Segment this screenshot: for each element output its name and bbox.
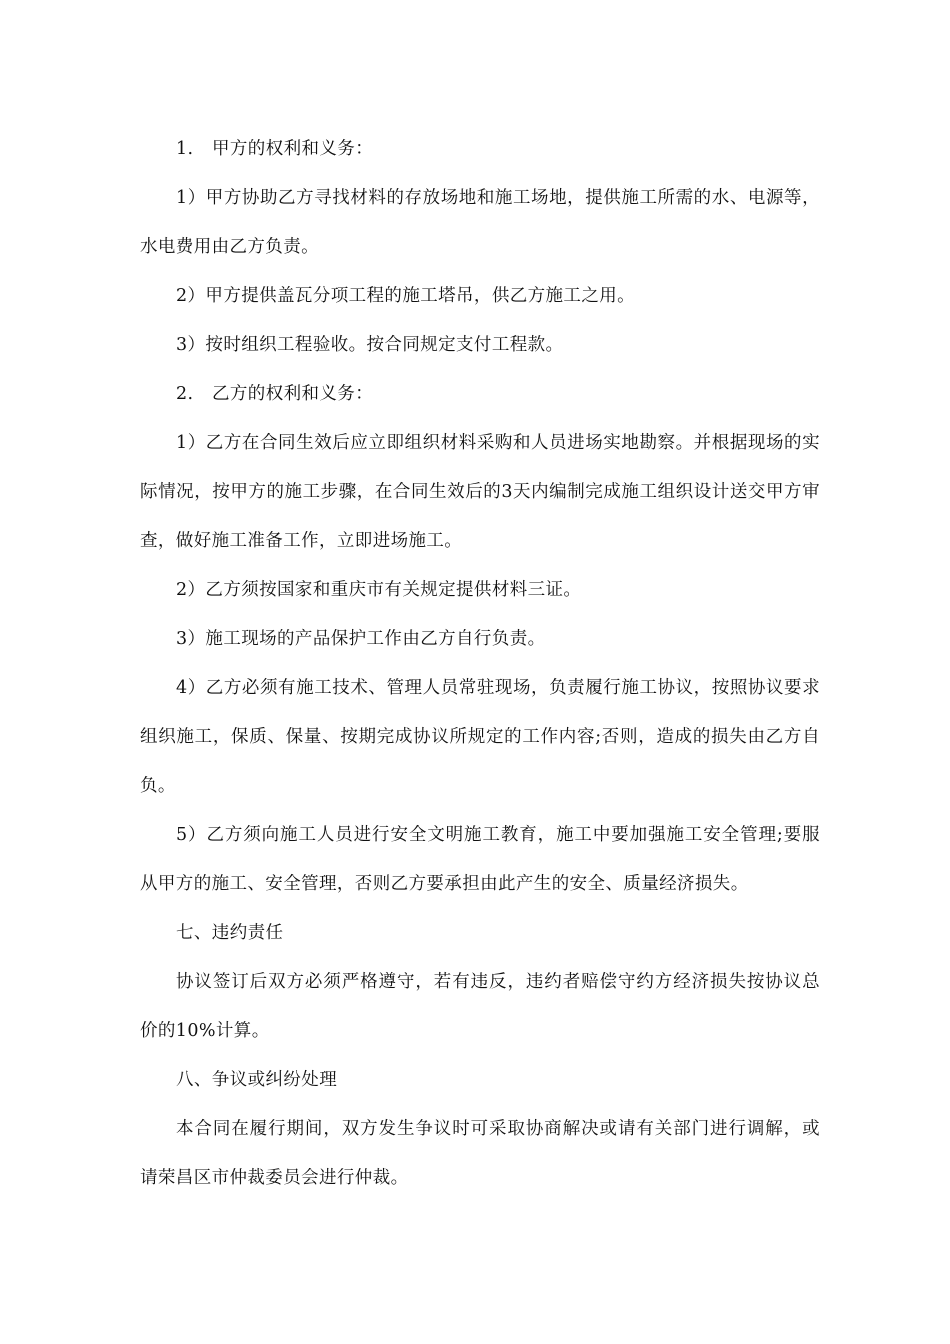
paragraph: 2）乙方须按国家和重庆市有关规定提供材料三证。 bbox=[176, 580, 582, 600]
paragraph: 1）甲方协助乙方寻找材料的存放场地和施工场地，提供施工所需的水、电源等，水电费用由乙方负责。 bbox=[140, 188, 820, 257]
paragraph: 5）乙方须向施工人员进行安全文明施工教育，施工中要加强施工安全管理;要服从甲方的施工、安全管理，否则乙方要承担由此产生的安全、质量经济损失。 bbox=[140, 825, 820, 894]
paragraph: 2）甲方提供盖瓦分项工程的施工塔吊，供乙方施工之用。 bbox=[176, 286, 636, 306]
section-heading-party-a bbox=[140, 125, 820, 174]
section-number: 1. bbox=[176, 139, 194, 159]
section-heading-dispute: 八、争议或纠纷处理 bbox=[176, 1070, 338, 1090]
paragraph: 4）乙方必须有施工技术、管理人员常驻现场，负责履行施工协议，按照协议要求组织施工，保质、保量、按期完成协议所规定的工作内容;否则，造成的损失由乙方自负。 bbox=[140, 678, 820, 796]
section-heading-text: 乙方的权利和义务： bbox=[212, 384, 374, 404]
paragraph: 本合同在履行期间，双方发生争议时可采取协商解决或请有关部门进行调解，或请荣昌区市仲裁委员会进行仲裁。 bbox=[140, 1119, 820, 1188]
paragraph: 3）施工现场的产品保护工作由乙方自行负责。 bbox=[176, 629, 546, 649]
paragraph: 协议签订后双方必须严格遵守，若有违反，违约者赔偿守约方经济损失按协议总价的10%计算。 bbox=[140, 972, 820, 1041]
paragraph: 3）按时组织工程验收。按合同规定支付工程款。 bbox=[176, 335, 564, 355]
section-number: 2. bbox=[176, 384, 194, 404]
section-heading-text: 甲方的权利和义务： bbox=[212, 139, 374, 159]
paragraph: 1）乙方在合同生效后应立即组织材料采购和人员进场实地勘察。并根据现场的实际情况，按甲方的施工步骤，在合同生效后的3天内编制完成施工组织设计送交甲方审查，做好施工准备工作，立即进场施工。 bbox=[140, 433, 820, 551]
section-heading-party-b bbox=[140, 370, 820, 419]
section-heading-breach: 七、违约责任 bbox=[176, 923, 284, 943]
document-body bbox=[140, 125, 820, 1203]
